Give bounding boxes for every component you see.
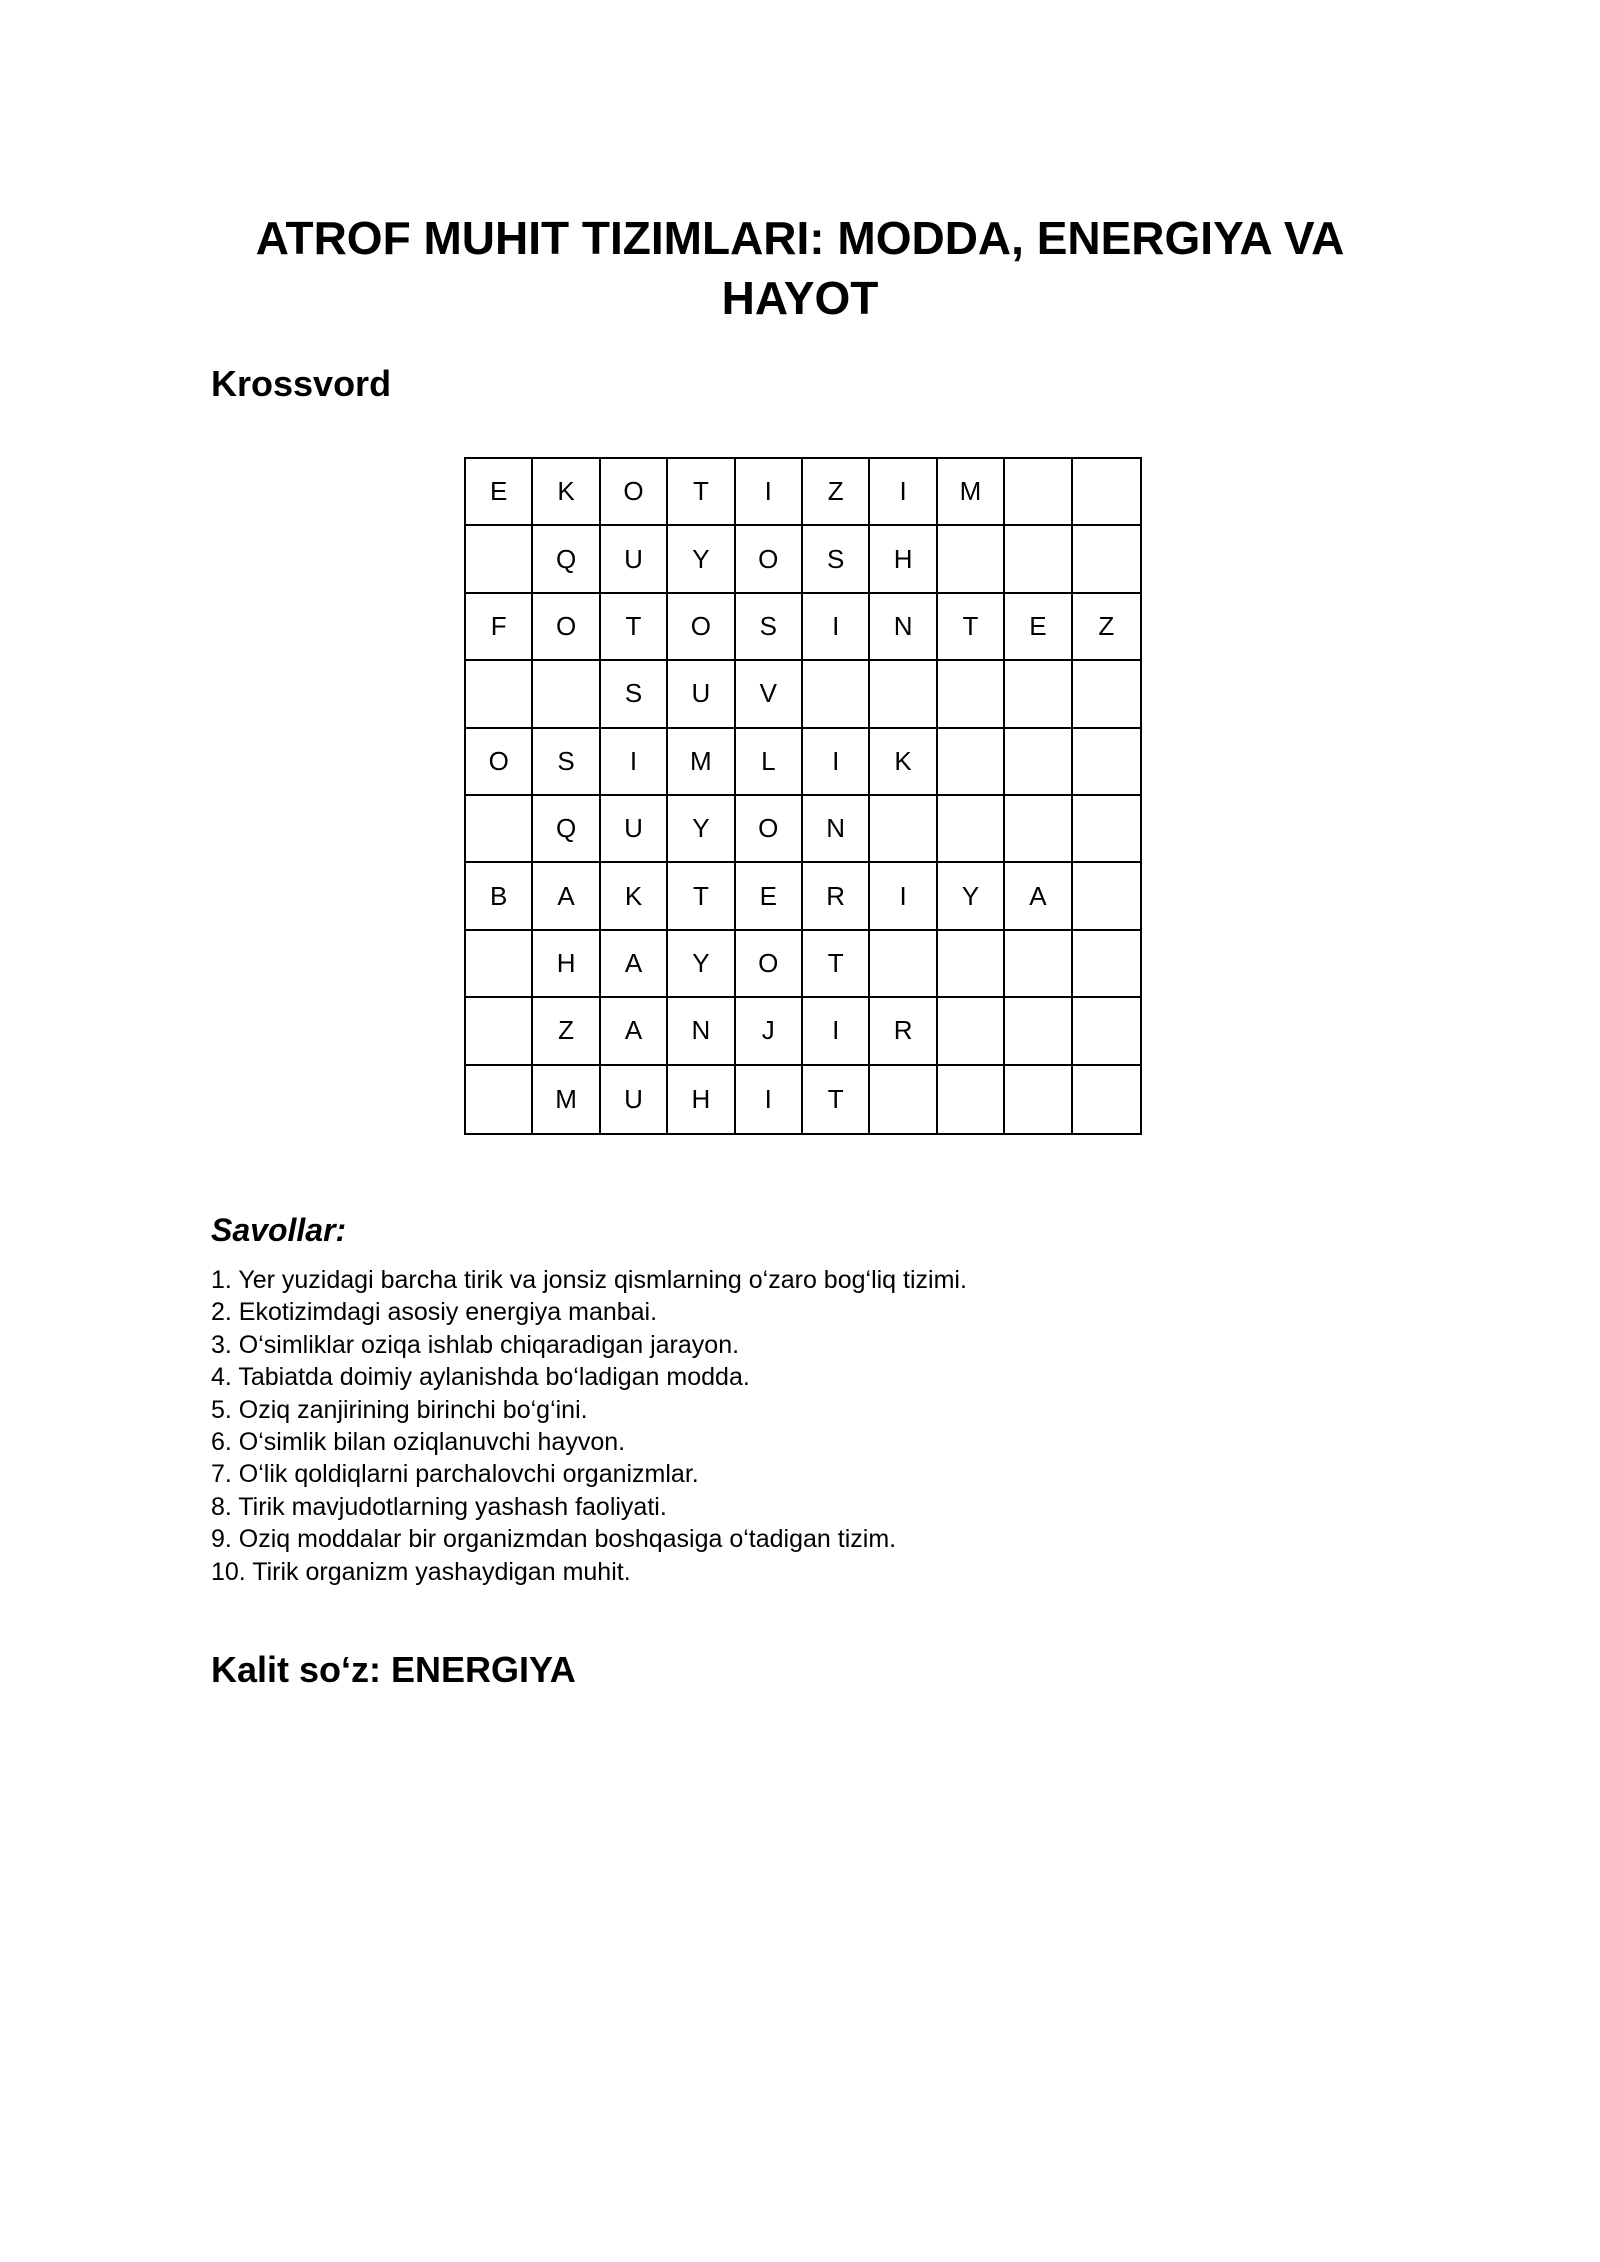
crossword-cell: R [870,998,937,1065]
crossword-cell [803,661,870,728]
crossword-cell [938,796,1005,863]
crossword-cell: T [668,459,735,526]
crossword-cell [1073,526,1140,593]
crossword-cell: I [870,459,937,526]
crossword-cell: E [736,863,803,930]
crossword-cell [938,1066,1005,1133]
question-item: 7. O‘lik qoldiqlarni parchalovchi organizmlar. [211,1460,699,1489]
crossword-cell: T [803,931,870,998]
crossword-cell: S [736,594,803,661]
crossword-cell: O [466,729,533,796]
crossword-cell: O [736,526,803,593]
crossword-cell: M [533,1066,600,1133]
crossword-cell: A [601,931,668,998]
page-title: ATROF MUHIT TIZIMLARI: MODDA, ENERGIYA VA HAYOT [255,212,1345,324]
crossword-cell [870,661,937,728]
question-item: 1. Yer yuzidagi barcha tirik va jonsiz qismlarning o‘zaro bog‘liq tizimi. [211,1266,967,1294]
crossword-cell [870,1066,937,1133]
crossword-cell [466,796,533,863]
crossword-cell: Y [668,796,735,863]
crossword-cell [870,796,937,863]
crossword-cell: H [533,931,600,998]
question-item: 10. Tirik organizm yashaydigan muhit. [211,1557,631,1586]
crossword-cell: I [803,998,870,1065]
crossword-cell: O [533,594,600,661]
crossword-cell: K [601,863,668,930]
crossword-cell: N [870,594,937,661]
questions-list [211,1264,967,1588]
crossword-cell: Q [533,526,600,593]
crossword-cell: M [668,729,735,796]
crossword-grid [464,457,1142,1135]
crossword-cell [466,1066,533,1133]
crossword-cell: O [736,796,803,863]
crossword-cell: S [803,526,870,593]
crossword-cell: Z [803,459,870,526]
crossword-cell: N [803,796,870,863]
crossword-cell: H [668,1066,735,1133]
crossword-cell [1073,796,1140,863]
question-item: 6. O‘simlik bilan oziqlanuvchi hayvon. [211,1428,626,1457]
crossword-cell: T [803,1066,870,1133]
crossword-cell: Y [938,863,1005,930]
crossword-cell: O [601,459,668,526]
crossword-cell: Q [533,796,600,863]
crossword-cell: R [803,863,870,930]
crossword-cell: T [668,863,735,930]
crossword-cell: J [736,998,803,1065]
crossword-cell [466,526,533,593]
crossword-cell: F [466,594,533,661]
crossword-cell [1005,729,1072,796]
crossword-cell [1005,1066,1072,1133]
question-item: 9. Oziq moddalar bir organizmdan boshqasiga o‘tadigan tizim. [211,1525,897,1554]
question-item: 2. Ekotizimdagi asosiy energiya manbai. [211,1298,658,1327]
crossword-cell [938,931,1005,998]
crossword-cell: U [601,526,668,593]
crossword-cell: Z [1073,594,1140,661]
crossword-cell: K [533,459,600,526]
crossword-cell [938,729,1005,796]
crossword-cell: U [668,661,735,728]
crossword-cell: K [870,729,937,796]
crossword-cell [1073,661,1140,728]
crossword-cell [1073,1066,1140,1133]
crossword-cell [870,931,937,998]
crossword-cell: M [938,459,1005,526]
crossword-cell [1005,661,1072,728]
crossword-cell: I [803,729,870,796]
question-item: 5. Oziq zanjirining birinchi bo‘g‘ini. [211,1395,588,1424]
crossword-cell: I [736,459,803,526]
crossword-cell [1073,931,1140,998]
crossword-cell: H [870,526,937,593]
crossword-cell [466,661,533,728]
crossword-cell: E [1005,594,1072,661]
crossword-cell: T [938,594,1005,661]
crossword-cell: I [803,594,870,661]
questions-heading: Savollar: [211,1212,347,1248]
crossword-cell: I [870,863,937,930]
crossword-cell: O [668,594,735,661]
crossword-cell: I [601,729,668,796]
crossword-cell [1005,796,1072,863]
crossword-cell [533,661,600,728]
crossword-cell: S [601,661,668,728]
crossword-cell: A [1005,863,1072,930]
crossword-cell [1073,863,1140,930]
crossword-cell [1005,998,1072,1065]
crossword-cell: Y [668,526,735,593]
key-word: Kalit so‘z: ENERGIYA [211,1649,576,1690]
question-item: 4. Tabiatda doimiy aylanishda bo‘ladigan modda. [211,1363,750,1392]
crossword-cell [1005,459,1072,526]
crossword-cell: A [533,863,600,930]
question-item: 3. O‘simliklar oziqa ishlab chiqaradigan jarayon. [211,1330,740,1359]
crossword-cell: O [736,931,803,998]
crossword-cell: I [736,1066,803,1133]
crossword-cell: A [601,998,668,1065]
crossword-cell [466,998,533,1065]
crossword-cell [1073,998,1140,1065]
crossword-cell: U [601,1066,668,1133]
crossword-cell: E [466,459,533,526]
question-item: 8. Tirik mavjudotlarning yashash faoliyati. [211,1492,667,1521]
crossword-cell [1005,931,1072,998]
crossword-cell: N [668,998,735,1065]
crossword-cell: Y [668,931,735,998]
crossword-cell [466,931,533,998]
crossword-cell [1073,459,1140,526]
crossword-cell: V [736,661,803,728]
crossword-cell [1005,526,1072,593]
crossword-cell [1073,729,1140,796]
crossword-cell [938,526,1005,593]
crossword-cell [938,998,1005,1065]
crossword-cell: L [736,729,803,796]
crossword-cell: T [601,594,668,661]
crossword-cell: U [601,796,668,863]
crossword-cell [938,661,1005,728]
crossword-cell: S [533,729,600,796]
crossword-cell: Z [533,998,600,1065]
crossword-heading: Krossvord [211,363,392,404]
crossword-cell: B [466,863,533,930]
